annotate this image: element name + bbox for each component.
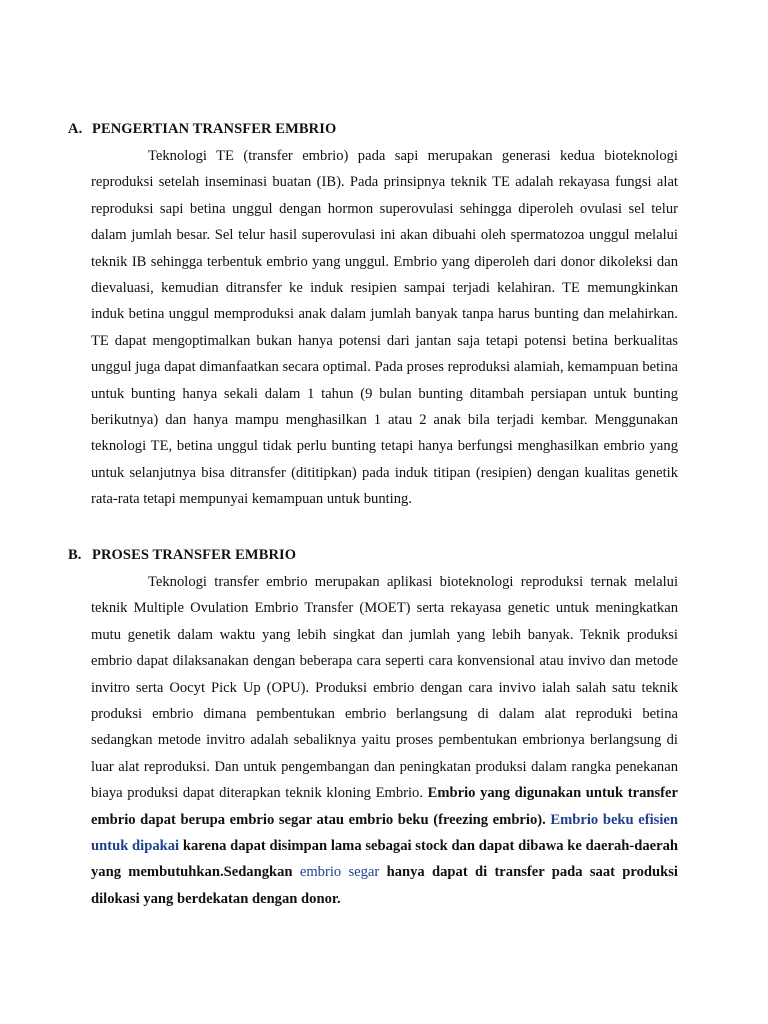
section-a-heading bbox=[68, 121, 336, 138]
section-a-number: A. bbox=[68, 121, 83, 137]
section-b-body bbox=[91, 569, 678, 912]
section-b-bold-3: hanya dapat di transfer pada saat produksi dilokasi yang berdekatan dengan donor. bbox=[91, 864, 678, 907]
section-a-body: Teknologi TE (transfer embrio) pada sapi merupakan generasi kedua bioteknologi reproduksi setelah inseminasi buatan (IB). Pada prinsipnya teknik TE adalah rekayasa fungsi alat reproduksi sapi betina unggul dengan hormon superovulasi sehingga diperoleh ovulasi sel telur dalam jumlah besar. Sel telur hasil superovulasi ini akan dibuahi oleh spermatozoa unggul melalui teknik IB sehingga terbentuk embrio yang unggul. Embrio yang diperoleh dari donor dikoleksi dan dievaluasi, kemudian ditransfer ke induk resipien sampai terjadi kelahiran. TE memungkinkan induk betina unggul memproduksi anak dalam jumlah banyak tanpa harus bunting dan melahirkan. TE dapat mengoptimalkan bukan hanya potensi dari jantan saja tetapi potensi betina berkualitas unggul juga dapat dimanfaatkan secara optimal. Pada proses reproduksi alamiah, kemampuan betina untuk bunting hanya sekali dalam 1 tahun (9 bulan bunting ditambah persiapan untuk bunting berikutnya) dan hanya mampu menghasilkan 1 atau 2 anak bila terjadi kembar. Menggunakan teknologi TE, betina unggul tidak perlu bunting tetapi hanya berfungsi menghasilkan embrio yang untuk selanjutnya bisa ditransfer (dititipkan) pada induk titipan (resipien) dengan kualitas genetik rata-rata tetapi mempunyai kemampuan untuk bunting. bbox=[91, 148, 678, 508]
section-b-title: PROSES TRANSFER EMBRIO bbox=[92, 547, 297, 563]
section-b-heading bbox=[68, 547, 296, 564]
section-b-highlight-1: Embrio beku efisien untuk dipakai bbox=[91, 811, 678, 855]
section-b-bold-2: karena dapat disimpan lama sebagai stock dan dapat dibawa ke daerah-daerah yang membutuhkan.Sedangkan bbox=[91, 838, 678, 881]
section-b-bold-1: Embrio yang digunakan untuk transfer embrio dapat berupa embrio segar atau embrio beku (freezing embrio). bbox=[91, 785, 678, 828]
section-a-paragraph bbox=[91, 143, 678, 513]
section-a-title: PENGERTIAN TRANSFER EMBRIO bbox=[92, 121, 337, 137]
section-b-highlight-2: embrio segar bbox=[299, 864, 380, 881]
section-b-number: B. bbox=[68, 547, 82, 563]
section-b-paragraph bbox=[91, 569, 678, 912]
section-b-body-plain: Teknologi transfer embrio merupakan aplikasi bioteknologi reproduksi ternak melalui teknik Multiple Ovulation Embrio Transfer (MOET) serta rekayasa genetic untuk meningkatkan mutu genetik dalam waktu yang lebih singkat dan jumlah yang lebih banyak. Teknik produksi embrio dapat dilaksanakan dengan beberapa cara seperti cara konvensional atau invivo dan metode invitro serta Oocyt Pick Up (OPU). Produksi embrio dengan cara invivo ialah salah satu teknik produksi embrio dimana pembentukan embrio berlangsung di dalam alat reproduki betina sedangkan metode invitro adalah sebaliknya yaitu proses pembentukan embrionya berlangsung di luar alat reproduksi. Dan untuk pengembangan dan peningkatan produksi dalam rangka penekanan biaya produksi dapat diterapkan teknik kloning Embrio. bbox=[91, 574, 678, 802]
